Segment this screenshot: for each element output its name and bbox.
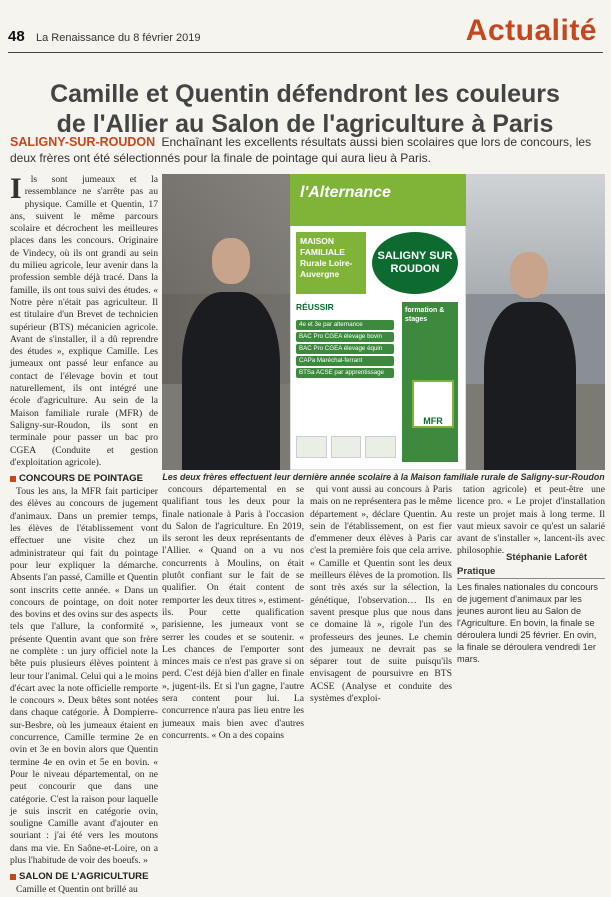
pratique-box <box>457 566 605 664</box>
school-banner <box>290 174 466 470</box>
banner-saligny-badge: SALIGNY SUR ROUDON <box>372 232 458 294</box>
page-number: 48 <box>8 28 25 45</box>
photo-caption: Les deux frères effectuent leur dernière année scolaire à la Maison familiale rurale de Saligny-sur-Roudon <box>162 472 605 482</box>
subhead-concours <box>10 473 158 484</box>
header-divider <box>8 52 603 53</box>
article-photo <box>162 174 605 470</box>
partner-logo-icon <box>365 436 396 458</box>
banner-reussir: RÉUSSIR <box>296 302 334 312</box>
article-column-1 <box>10 172 158 896</box>
banner-logos <box>296 232 458 294</box>
banner-formation-item: BAC Pro CGEA élevage bovin <box>296 332 394 342</box>
partner-logo-icon <box>331 436 362 458</box>
person-left <box>182 292 280 470</box>
banner-partner-logos <box>296 436 396 458</box>
mfr-logo-icon: MFR <box>412 380 454 428</box>
paragraph-col4: tation agricole) et peut-être une licence pro. « Le projet d'installation reste un projet mais à long terme. Il vaut mieux savoir ce qu'est un salarié avant de s'installer », lancent-ils avec philosophie. <box>457 484 605 557</box>
drop-cap: I <box>10 172 22 205</box>
subhead-label: CONCOURS DE POINTAGE <box>19 473 144 485</box>
subhead-salon <box>10 871 158 882</box>
banner-formations-list <box>296 320 394 380</box>
banner-header <box>290 174 466 226</box>
article-headline: Camille et Quentin défendront les couleurs de l'Allier au Salon de l'agriculture à Paris <box>50 79 560 138</box>
banner-formation-item: CAPa Maréchal-ferrant <box>296 356 394 366</box>
paragraph-col3: qui vont aussi au concours à Paris mais on ne représentera pas le même département », déclare Quentin. Au sein de l'établissement, on est fier d'emmener deux élèves à Paris car c'est la première fois que cela arrive. « Camille et Quentin sont les deux meilleurs élèves de la promotion. Ils sont très axés sur la sélection, la génétique, l'observation… Ils en savent presque plus que nous dans ce domaine là », rigole l'un des professeurs des jeunes. Le chemin des jumeaux ne devrait pas se séparer tout de suite puisqu'ils envisagent de poursuivre en BTS ACSE (Analyse et conduite des systèmes d'exploi- <box>310 484 452 705</box>
banner-mfr-box: MAISON FAMILIALE Rurale Loire-Auvergne <box>296 232 366 294</box>
banner-formation-item: BTSa ACSE par apprentissage <box>296 368 394 378</box>
pratique-text: Les finales nationales du concours de jugement d'animaux par les jeunes auront lieu au Salon de l'Agriculture. En bovin, la finale se déroulera lundi 25 février. En ovin, la finale se déroulera vendredi 1er mars. <box>457 582 598 664</box>
author-signature: Stéphanie Laforêt <box>506 552 588 563</box>
banner-formation-item: 4e et 3e par alternance <box>296 320 394 330</box>
person-right-face <box>510 252 548 298</box>
article-lead <box>10 134 606 166</box>
subhead-label: SALON DE L'AGRICULTURE <box>19 871 149 883</box>
pratique-title: Pratique <box>457 566 605 579</box>
banner-right-text: formation & stages <box>405 307 445 323</box>
article-column-3 <box>310 484 452 705</box>
paragraph-col2: concours départemental en se qualifiant tous les deux pour la finale nationale à Paris à l'occasion du Salon de l'agriculture. En 2019, ils seront les deux représentants de l'Allier. « Quand on a vu nos concurrents à Moulins, on était plutôt confiant sur le fait de se qualifier. On était content de remporter les deux titres », estiment-ils. Pour cette qualification parisienne, les jumeaux vont se serrer les coudes et se soutenir. « Les chances de l'emporter sont minces mais ce n'est pas grave si on perd. C'est déjà bien d'aller en finale », jugent-ils. Et si l'un gagne, l'autre sera content pour lui. La concurrence n'aura pas lieu entre les jumeaux mais bien avec d'autres concurrents. « On a des copains <box>162 484 304 741</box>
dateline-location: SALIGNY-SUR-ROUDON <box>10 135 156 149</box>
paragraph-salon: Camille et Quentin ont brillé au <box>16 884 138 896</box>
square-bullet-icon <box>10 874 16 880</box>
page-header <box>0 0 611 52</box>
paragraph-intro: ls sont jumeaux et la ressemblance ne s'arrête pas au physique. Camille et Quentin, 17 ans, suivent le même parcours scolaire et décrochent les meilleures places dans les concours. Originaire de Vindecy, où ils ont grandi au sein du milieu agricole, leur avenir dans la profession semble déjà tracé. Dans la famille, ils ont tous suivi des études. « Notre père n'était pas agriculteur. Il est titulaire d'un Brevet de technicien supérieur (BTS) mécanicien agricole. Avant de s'installer, il a dû reprendre des études », explique Camille. Les jumeaux ont passé leur enfance au contact de l'élevage bovin et tout naturellement, ils ont intégré une école d'agriculture. Au sein de la Maison familiale rurale (MFR) de Saligny-sur-Roudon, ils sont en terminale pour passer un bac pro CGEA (Conduite et gestion d'exploitation agricole). <box>10 174 158 468</box>
section-title: Actualité <box>465 14 597 47</box>
person-right <box>484 302 576 470</box>
newspaper-date: La Renaissance du 8 février 2019 <box>36 32 201 44</box>
partner-logo-icon <box>296 436 327 458</box>
lead-text: Enchaînant les excellents résultats aussi bien scolaires que lors de concours, les deux frères ont été sélectionnés pour la finale de pointage qui aura lieu à Paris. <box>10 135 592 165</box>
paragraph-concours: Tous les ans, la MFR fait participer des élèves au concours de jugement d'animaux. Dans un premier temps, les élèves de l'établissement vont effectuer une visite chez un administrateur qui fait du pointage pour leur expliquer la démarche. Absents l'an passé, Camille et Quentin sont inscrits cette année. « Dans un concours de pointage, on doit noter des bovins et des ovins sur des aspects tels que l'allure, la conformité », présente Quentin avant que son frère ne complète : un jury officiel note la bête puis plusieurs élèves pointent à leur tour l'animal. Celui qui a le moins d'écart avec la note officielle remporte le concours ». Deux bêtes sont notées dans chaque catégorie. À Dompierre-sur-Besbre, où les jumeaux étaient en concurrence, Camille termine 2e en ovin et 3e en bovin alors que Quentin termine 4e en ovin et 5e en bovin. « Pour le niveau départemental, on ne peut concourir que dans une catégorie. C'est la raison pour laquelle je suis inscrit en catégorie ovin, souligne Camille avant d'ajouter en souriant : j'ai été vers les moutons dans ma vie. En Saône-et-Loire, on a plus l'habitude de voir des boeufs. » <box>10 486 158 867</box>
banner-alternance: l'Alternance <box>300 184 391 201</box>
banner-formation-item: BAC Pro CGEA élevage équin <box>296 344 394 354</box>
square-bullet-icon <box>10 476 16 482</box>
article-column-2 <box>162 484 304 741</box>
person-left-face <box>212 238 250 284</box>
